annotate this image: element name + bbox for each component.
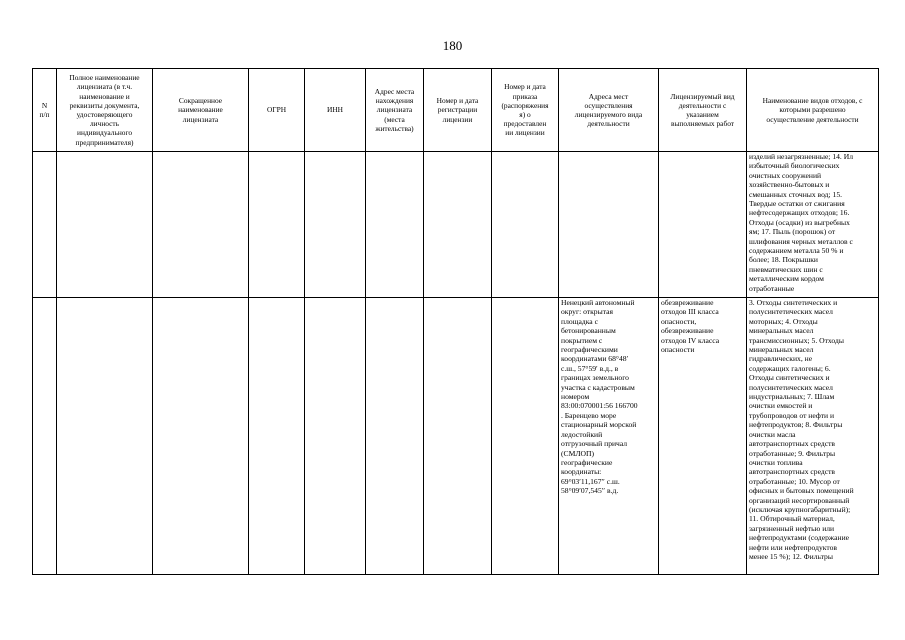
cell-order [492, 298, 559, 575]
cell-ogrn [249, 298, 305, 575]
table-row [33, 152, 879, 298]
license-registry-table [32, 68, 879, 575]
header-registration: Номер и дата регистрации лицензии [424, 69, 492, 152]
cell-waste-types: 3. Отходы синтетических и полусинтетических масел моторных; 4. Отходы минеральных масел трансмиссионных; 5. Отходы минеральных масел гидравлических, не содержащих галогены; 6. Отходы синтетических и полусинтетических масел индустриальных; 7. Шлам очистки емкостей и трубопроводов от нефти и нефтепродуктов; 8. Фильтры очистки масла автотранспортных средств отработанные; 9. Фильтры очистки топлива автотранспортных средств отработанные; 10. Мусор от офисных и бытовых помещений организаций несортированный (исключая крупногабаритный); 11. Обтирочный материал, загрязненный нефтью или нефтепродуктами (содержание нефти или нефтепродуктов менее 15 %); 12. Фильтры [747, 298, 879, 575]
cell-waste-types: изделий незагрязненные; 14. Ил избыточный биологических очистных сооружений хозяйственно-бытовых и смешанных сточных вод; 15. Твердые остатки от сжигания нефтесодержащих отходов; 16. Отходы (осадки) из выгребных ям; 17. Пыль (порошок) от шлифования черных металлов с содержанием металла 50 % и более; 18. Покрышки пневматических шин с металлическим кордом отработанные [747, 152, 879, 298]
header-short-name: Сокращенное наименование лицензиата [153, 69, 249, 152]
header-ogrn: ОГРН [249, 69, 305, 152]
cell-short-name [153, 152, 249, 298]
cell-order [492, 152, 559, 298]
header-address: Адрес места нахождения лицензиата (места жительства) [366, 69, 424, 152]
header-row [33, 69, 879, 152]
cell-registration [424, 152, 492, 298]
header-number: N п/п [33, 69, 57, 152]
header-waste-types: Наименование видов отходов, с которыми разрешено осуществление деятельности [747, 69, 879, 152]
cell-activity-address [559, 152, 659, 298]
cell-activity-type: обезвреживание отходов III класса опасности, обезвреживание отходов IV класса опасности [659, 298, 747, 575]
table-row [33, 298, 879, 575]
cell-full-name [57, 152, 153, 298]
cell-inn [305, 152, 366, 298]
cell-full-name [57, 298, 153, 575]
cell-activity-type [659, 152, 747, 298]
cell-ogrn [249, 152, 305, 298]
cell-inn [305, 298, 366, 575]
header-full-name: Полное наименование лицензиата (в т.ч. наименование и реквизиты документа, удостоверяющего личность индивидуального предпринимателя) [57, 69, 153, 152]
cell-activity-address: Ненецкий автономный округ: открытая площадка с бетонированным покрытием с географическими координатами 68°48′ с.ш., 57°59′ в.д., в границах земельного участка с кадастровым номером 83:00:070001:56 166700 . Баренцево море стационарный морской ледостойкий отгрузочный причал (СМЛОП) географические координаты: 69°03′11,167′′ с.ш. 58°09′07,545′′ в.д. [559, 298, 659, 575]
cell-short-name [153, 298, 249, 575]
header-order: Номер и дата приказа (распоряжения я) о предоставлен ии лицензии [492, 69, 559, 152]
cell-address [366, 298, 424, 575]
header-inn: ИНН [305, 69, 366, 152]
cell-registration [424, 298, 492, 575]
header-activity-type: Лицензируемый вид деятельности с указанием выполняемых работ [659, 69, 747, 152]
cell-number [33, 298, 57, 575]
cell-address [366, 152, 424, 298]
cell-number [33, 152, 57, 298]
header-activity-address: Адреса мест осуществления лицензируемого вида деятельности [559, 69, 659, 152]
page-number: 180 [442, 38, 463, 53]
